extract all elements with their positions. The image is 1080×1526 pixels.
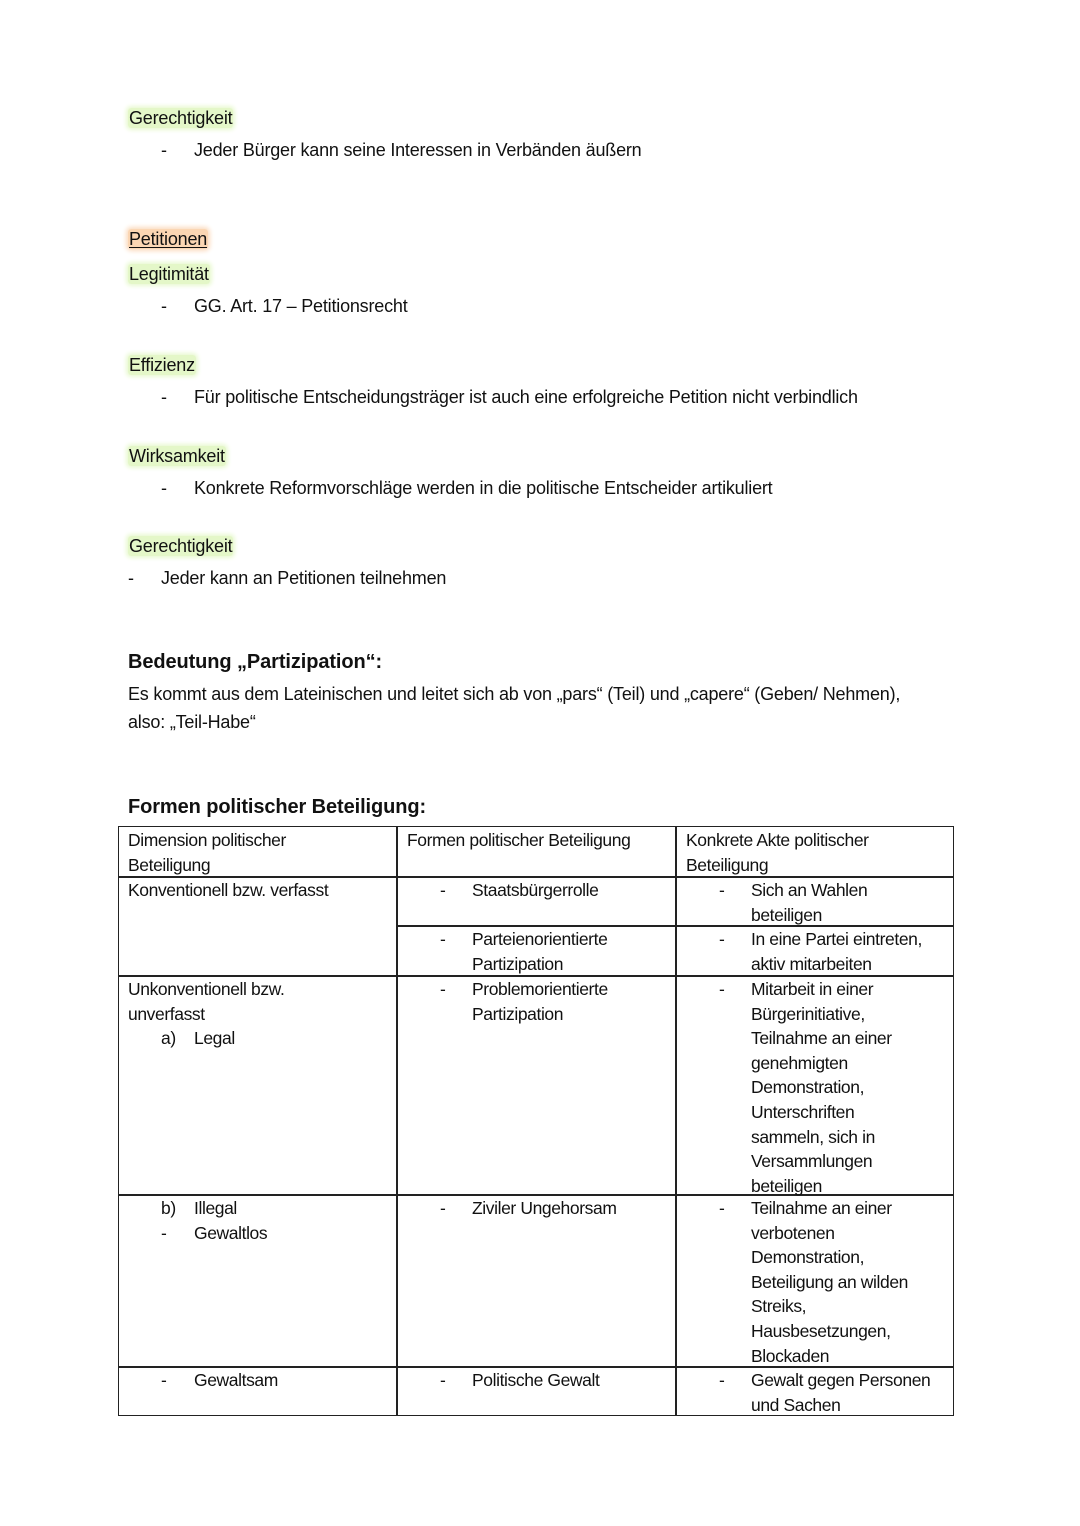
table-cell-label: Gewaltsam xyxy=(194,1370,278,1390)
table-cell-akte: Gewalt gegen Personen und Sachen xyxy=(751,1370,931,1415)
paragraph-line: also: „Teil-Habe“ xyxy=(128,712,256,732)
bullet-dash: - xyxy=(161,296,167,316)
table-column-divider xyxy=(675,827,677,1415)
paragraph-line: Es kommt aus dem Lateinischen und leitet sich ab von „pars“ (Teil) und „capere“ (Geben/ Nehmen), xyxy=(128,684,901,704)
heading-gerechtigkeit-petitionen: Gerechtigkeit xyxy=(129,536,233,556)
table-cell-form: Staatsbürgerrolle xyxy=(472,880,599,900)
heading-formen-politischer-beteiligung: Formen politischer Beteiligung: xyxy=(128,796,427,818)
bullet-dash: - xyxy=(440,880,446,900)
bullet-dash: - xyxy=(440,1198,446,1218)
heading-effizienz: Effizienz xyxy=(129,355,195,375)
table-cell-label: Legal xyxy=(194,1028,235,1048)
bullet-dash: - xyxy=(161,1370,167,1390)
bullet-dash: - xyxy=(719,880,725,900)
table-cell-form: Politische Gewalt xyxy=(472,1370,600,1390)
table-header-dimension: Dimension politischer Beteiligung xyxy=(128,830,286,875)
list-marker: b) xyxy=(161,1198,176,1218)
list-item: GG. Art. 17 – Petitionsrecht xyxy=(194,296,408,316)
bullet-dash: - xyxy=(161,1223,167,1243)
table-cell-akte: Sich an Wahlen beteiligen xyxy=(751,880,868,925)
list-item: Jeder kann an Petitionen teilnehmen xyxy=(161,568,447,588)
section-title-petitionen: Petitionen xyxy=(129,229,208,249)
bullet-dash: - xyxy=(128,568,134,588)
table-cell-dimension: Konventionell bzw. verfasst xyxy=(128,880,329,900)
bullet-dash: - xyxy=(719,929,725,949)
bullet-dash: - xyxy=(719,979,725,999)
list-item: Jeder Bürger kann seine Interessen in Verbänden äußern xyxy=(194,140,642,160)
bullet-dash: - xyxy=(161,387,167,407)
table-cell-akte: Teilnahme an einer verbotenen Demonstration, Beteiligung an wilden Streiks, Hausbesetzungen, Blockaden xyxy=(751,1198,908,1366)
bullet-dash: - xyxy=(161,140,167,160)
table-cell-akte: In eine Partei eintreten, aktiv mitarbeiten xyxy=(751,929,922,974)
bullet-dash: - xyxy=(161,478,167,498)
heading-bedeutung-partizipation: Bedeutung „Partizipation“: xyxy=(128,651,383,673)
heading-legitimitaet: Legitimität xyxy=(129,264,209,284)
table-column-divider xyxy=(396,827,398,1415)
table-cell-form: Parteienorientierte Partizipation xyxy=(472,929,608,974)
table-header-formen: Formen politischer Beteiligung xyxy=(407,830,631,850)
heading-gerechtigkeit-verbaende: Gerechtigkeit xyxy=(129,108,233,128)
table-cell-dimension: Unkonventionell bzw. unverfasst xyxy=(128,979,285,1024)
participation-table xyxy=(118,826,954,1416)
list-item: Für politische Entscheidungsträger ist auch eine erfolgreiche Petition nicht verbindlich xyxy=(194,387,858,407)
bullet-dash: - xyxy=(440,929,446,949)
bullet-dash: - xyxy=(440,979,446,999)
table-cell-form: Problemorientierte Partizipation xyxy=(472,979,608,1024)
table-header-akte: Konkrete Akte politischer Beteiligung xyxy=(686,830,869,875)
heading-wirksamkeit: Wirksamkeit xyxy=(129,446,225,466)
table-cell-label: Gewaltlos xyxy=(194,1223,268,1243)
list-item: Konkrete Reformvorschläge werden in die politische Entscheider artikuliert xyxy=(194,478,773,498)
table-cell-form: Ziviler Ungehorsam xyxy=(472,1198,617,1218)
table-cell-akte: Mitarbeit in einer Bürgerinitiative, Teilnahme an einer genehmigten Demonstration, Unterschriften sammeln, sich in Versammlungen beteiligen xyxy=(751,979,892,1196)
table-cell-label: Illegal xyxy=(194,1198,237,1218)
bullet-dash: - xyxy=(719,1370,725,1390)
bullet-dash: - xyxy=(440,1370,446,1390)
bullet-dash: - xyxy=(719,1198,725,1218)
list-marker: a) xyxy=(161,1028,176,1048)
